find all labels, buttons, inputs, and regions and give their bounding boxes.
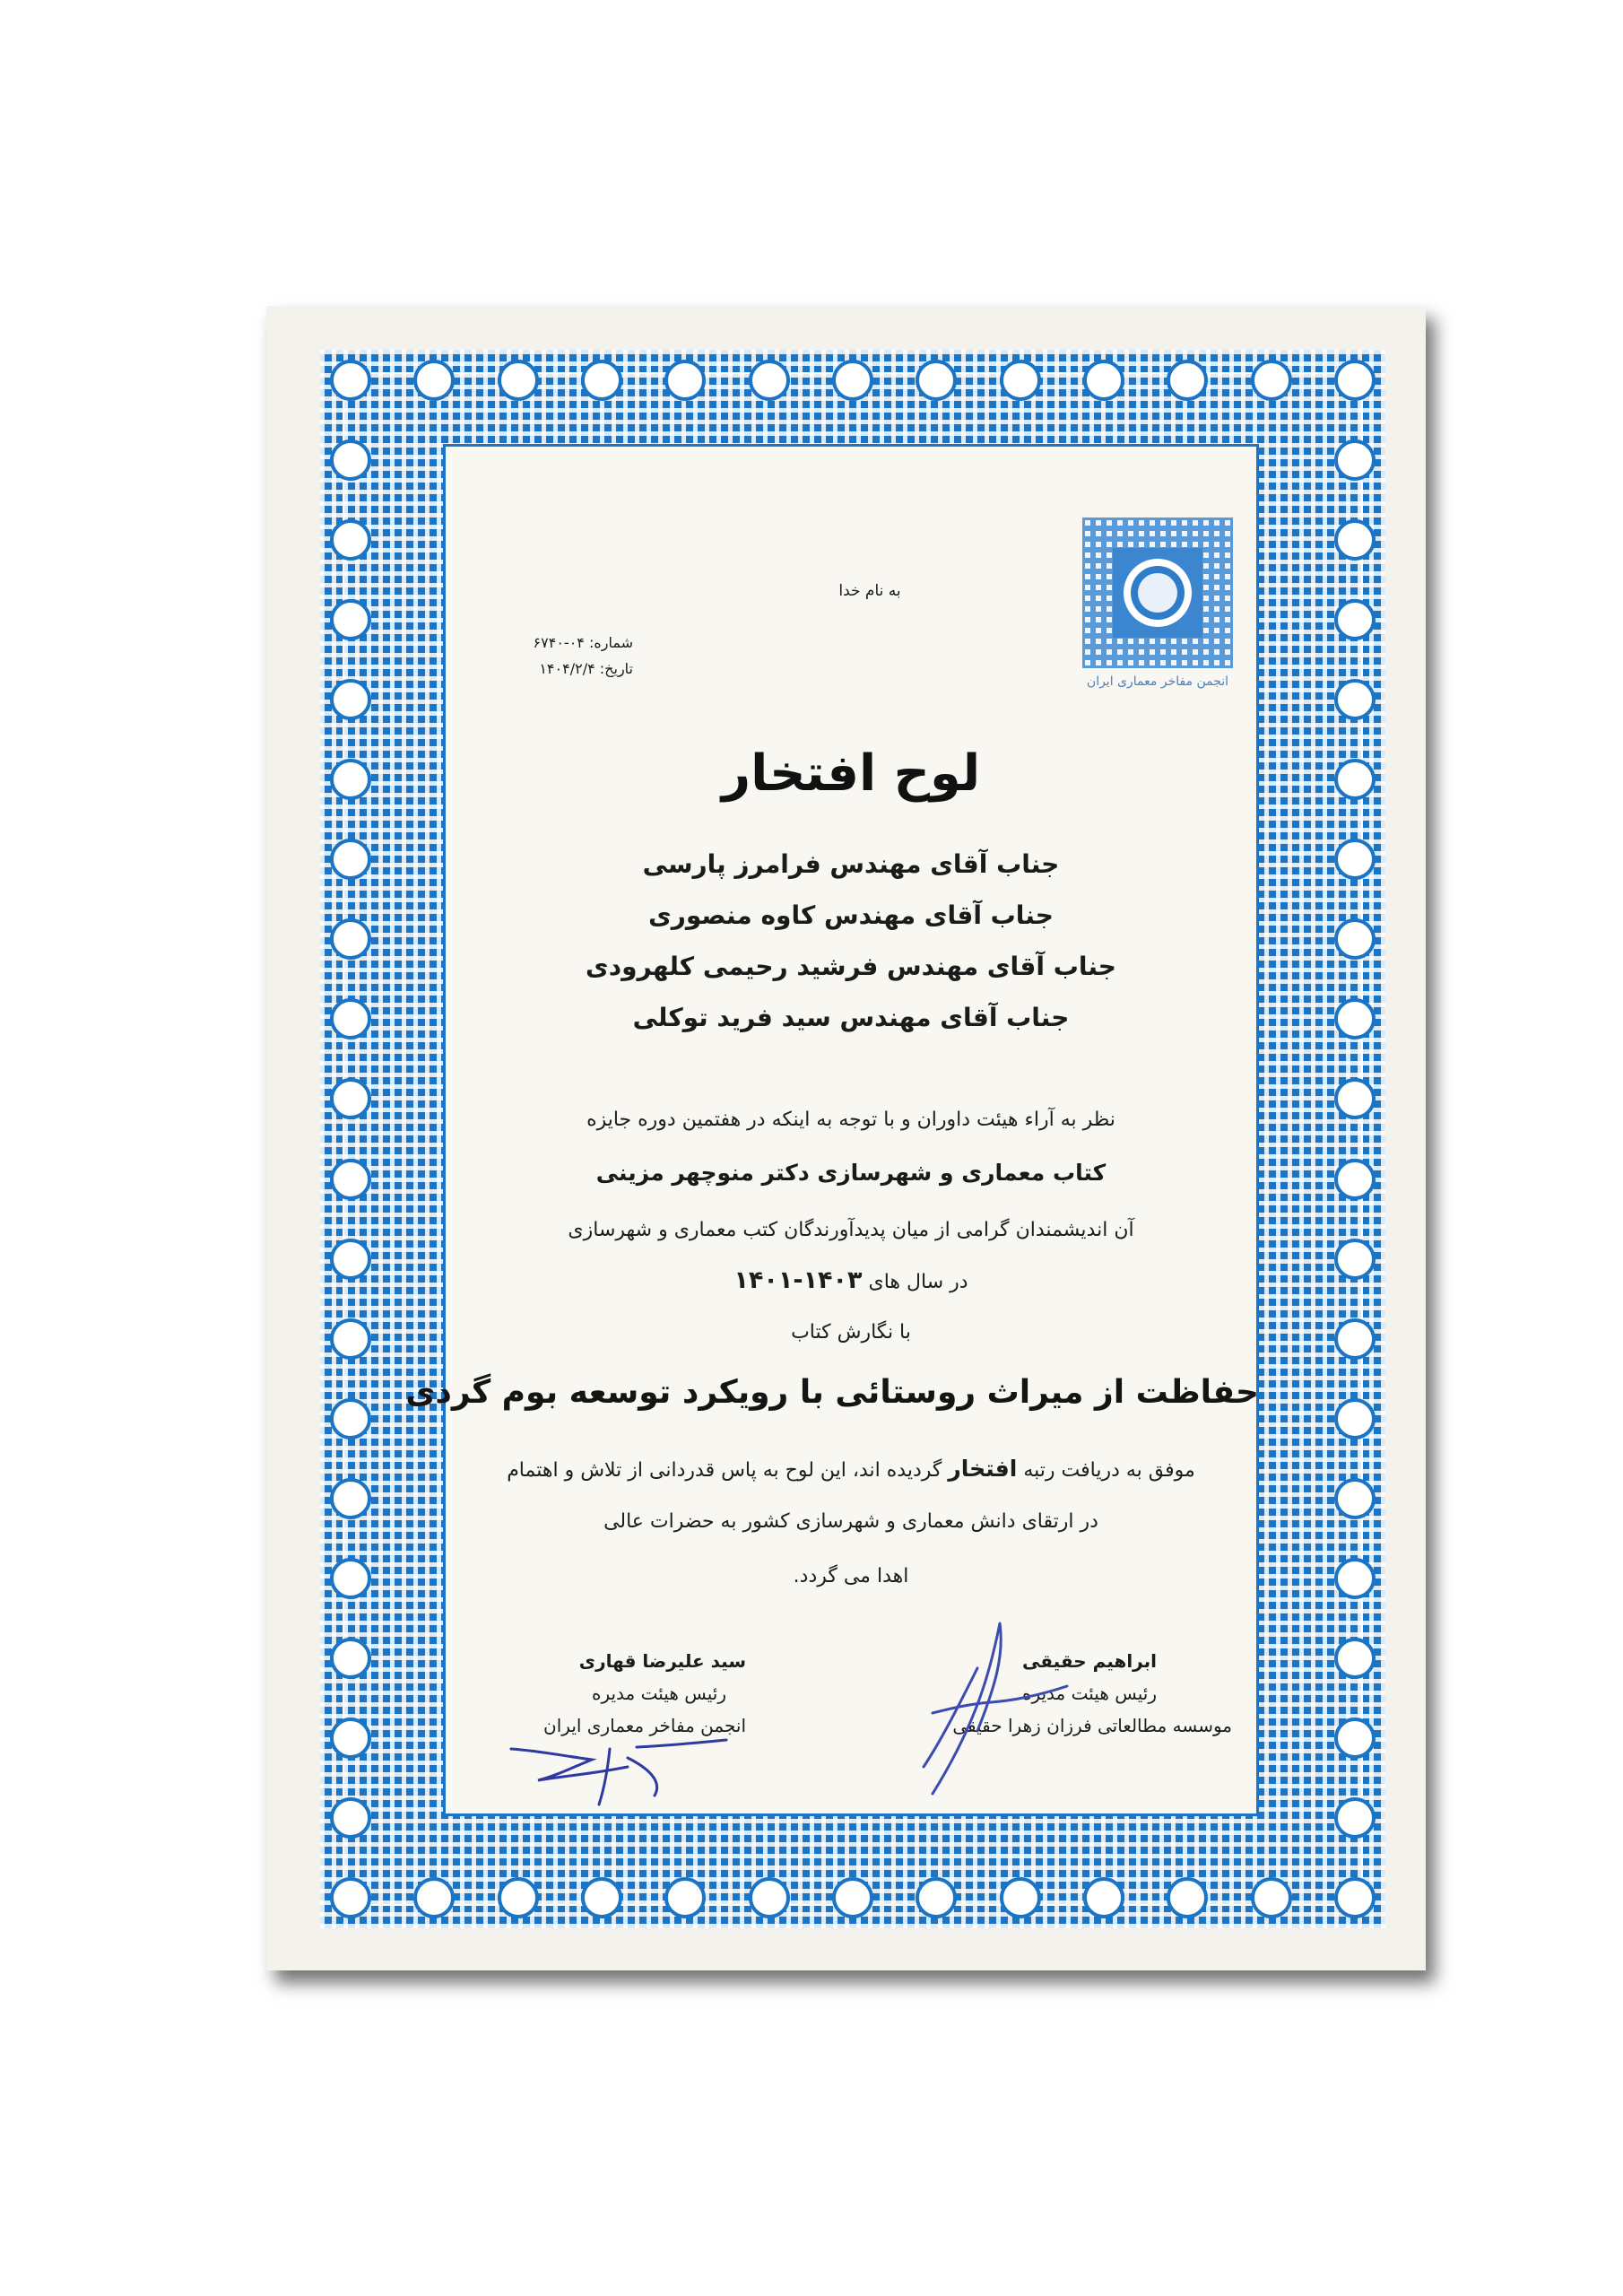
signatory-2-role: رئیس هیئت مدیره	[591, 1683, 726, 1704]
border-circle-37	[1334, 839, 1376, 880]
border-circle-46	[330, 1239, 371, 1280]
border-circle-7	[581, 1877, 622, 1918]
border-circle-16	[1000, 360, 1041, 401]
border-circle-53	[1334, 1478, 1376, 1519]
body-line-3: آن اندیشمندان گرامی از میان پدیدآورندگان کتب معماری و شهرسازی	[568, 1219, 1134, 1241]
border-circle-57	[1334, 1638, 1376, 1679]
body-line-2: کتاب معماری و شهرسازی دکتر منوچهر مزینی	[595, 1160, 1107, 1186]
border-circle-4	[498, 360, 539, 401]
body-line-5: با نگارش کتاب	[791, 1321, 911, 1344]
book-title: حفاظت از میراث روستائی با رویکرد توسعه بوم گردی	[405, 1374, 1259, 1411]
border-circle-2	[413, 360, 455, 401]
border-circle-14	[916, 360, 957, 401]
recipient-2: جناب آقای مهندس کاوه منصوری	[648, 900, 1054, 930]
border-circle-1	[330, 1877, 371, 1918]
border-circle-5	[498, 1877, 539, 1918]
border-circle-48	[330, 1318, 371, 1360]
signatory-1-organization: موسسه مطالعاتی فرزان زهرا حقیقی	[952, 1715, 1232, 1736]
signatory-2-organization: انجمن مفاخر معماری ایران	[543, 1715, 746, 1736]
number-label: شماره:	[588, 634, 633, 651]
signature-1-icon	[906, 1614, 1139, 1812]
border-circle-17	[1000, 1877, 1041, 1918]
border-circle-10	[749, 360, 790, 401]
body-line-4	[443, 1266, 1259, 1294]
signature-2-icon	[502, 1731, 735, 1812]
years-prefix: در سال های	[868, 1271, 968, 1293]
border-circle-32	[330, 679, 371, 720]
signatory-2-name: سید علیرضا قهاری	[578, 1650, 746, 1672]
border-circle-54	[330, 1558, 371, 1599]
border-circle-52	[330, 1478, 371, 1519]
body-line-1: نظر به آراء هیئت داوران و با توجه به اینکه در هفتمین دوره جایزه	[586, 1109, 1115, 1131]
border-circle-45	[1334, 1159, 1376, 1200]
border-circle-22	[1251, 360, 1292, 401]
letter-date	[539, 660, 633, 677]
recipient-1: جناب آقای مهندس فرامرز پارسی	[642, 849, 1060, 879]
border-circle-13	[832, 1877, 873, 1918]
certificate-title: لوح افتخار	[721, 744, 981, 803]
body-line-6	[443, 1456, 1259, 1482]
border-circle-30	[330, 599, 371, 640]
border-circle-8	[664, 360, 706, 401]
border-circle-12	[832, 360, 873, 401]
border-circle-20	[1167, 360, 1208, 401]
signatory-1-name: ابراهیم حقیقی	[1022, 1650, 1157, 1672]
number-value: ۰۴-۶۷۴۰	[533, 634, 585, 651]
border-circle-25	[1334, 1877, 1376, 1918]
rank-prefix: موفق به دریافت رتبه	[1023, 1459, 1195, 1482]
border-circle-47	[1334, 1239, 1376, 1280]
rank-suffix: گردیده اند، این لوح به پاس قدردانی از تلاش و اهتمام	[507, 1459, 942, 1482]
border-circle-55	[1334, 1558, 1376, 1599]
date-value: ۱۴۰۴/۲/۴	[539, 660, 595, 677]
border-circle-33	[1334, 679, 1376, 720]
logo-caption: انجمن مفاخر معماری ایران	[1086, 674, 1229, 689]
years-range: ۱۴۰۳-۱۴۰۱	[733, 1266, 863, 1294]
border-circle-58	[330, 1718, 371, 1759]
border-circle-60	[330, 1797, 371, 1839]
border-circle-49	[1334, 1318, 1376, 1360]
border-circle-44	[330, 1159, 371, 1200]
border-circle-50	[330, 1398, 371, 1439]
recipient-4: جناب آقای مهندس سید فرید توکلی	[632, 1003, 1070, 1032]
letter-number	[534, 634, 633, 651]
border-circle-35	[1334, 759, 1376, 800]
recipient-3: جناب آقای مهندس فرشید رحیمی کلهرودی	[586, 952, 1116, 981]
body-line-7: در ارتقای دانش معماری و شهرسازی کشور به حضرات عالی	[603, 1510, 1098, 1533]
border-circle-56	[330, 1638, 371, 1679]
border-circle-34	[330, 759, 371, 800]
signatory-1-role: رئیس هیئت مدیره	[1021, 1683, 1157, 1704]
border-circle-59	[1334, 1718, 1376, 1759]
border-circle-27	[1334, 439, 1376, 481]
border-circle-18	[1083, 360, 1124, 401]
border-circle-15	[916, 1877, 957, 1918]
border-circle-26	[330, 439, 371, 481]
border-circle-6	[581, 360, 622, 401]
border-circle-11	[749, 1877, 790, 1918]
body-line-8: اهدا می گردد.	[793, 1565, 909, 1587]
association-logo-icon	[1082, 517, 1233, 668]
border-circle-9	[664, 1877, 706, 1918]
border-circle-28	[330, 519, 371, 561]
bismillah-text: به نام خدا	[838, 582, 901, 600]
border-circle-24	[1334, 360, 1376, 401]
border-circle-31	[1334, 599, 1376, 640]
border-circle-21	[1167, 1877, 1208, 1918]
border-circle-29	[1334, 519, 1376, 561]
border-circle-61	[1334, 1797, 1376, 1839]
rank-name: افتخار	[948, 1456, 1018, 1482]
border-circle-51	[1334, 1398, 1376, 1439]
border-circle-19	[1083, 1877, 1124, 1918]
border-circle-23	[1251, 1877, 1292, 1918]
border-circle-36	[330, 839, 371, 880]
date-label: تاریخ:	[599, 660, 633, 677]
border-circle-3	[413, 1877, 455, 1918]
border-circle-0	[330, 360, 371, 401]
